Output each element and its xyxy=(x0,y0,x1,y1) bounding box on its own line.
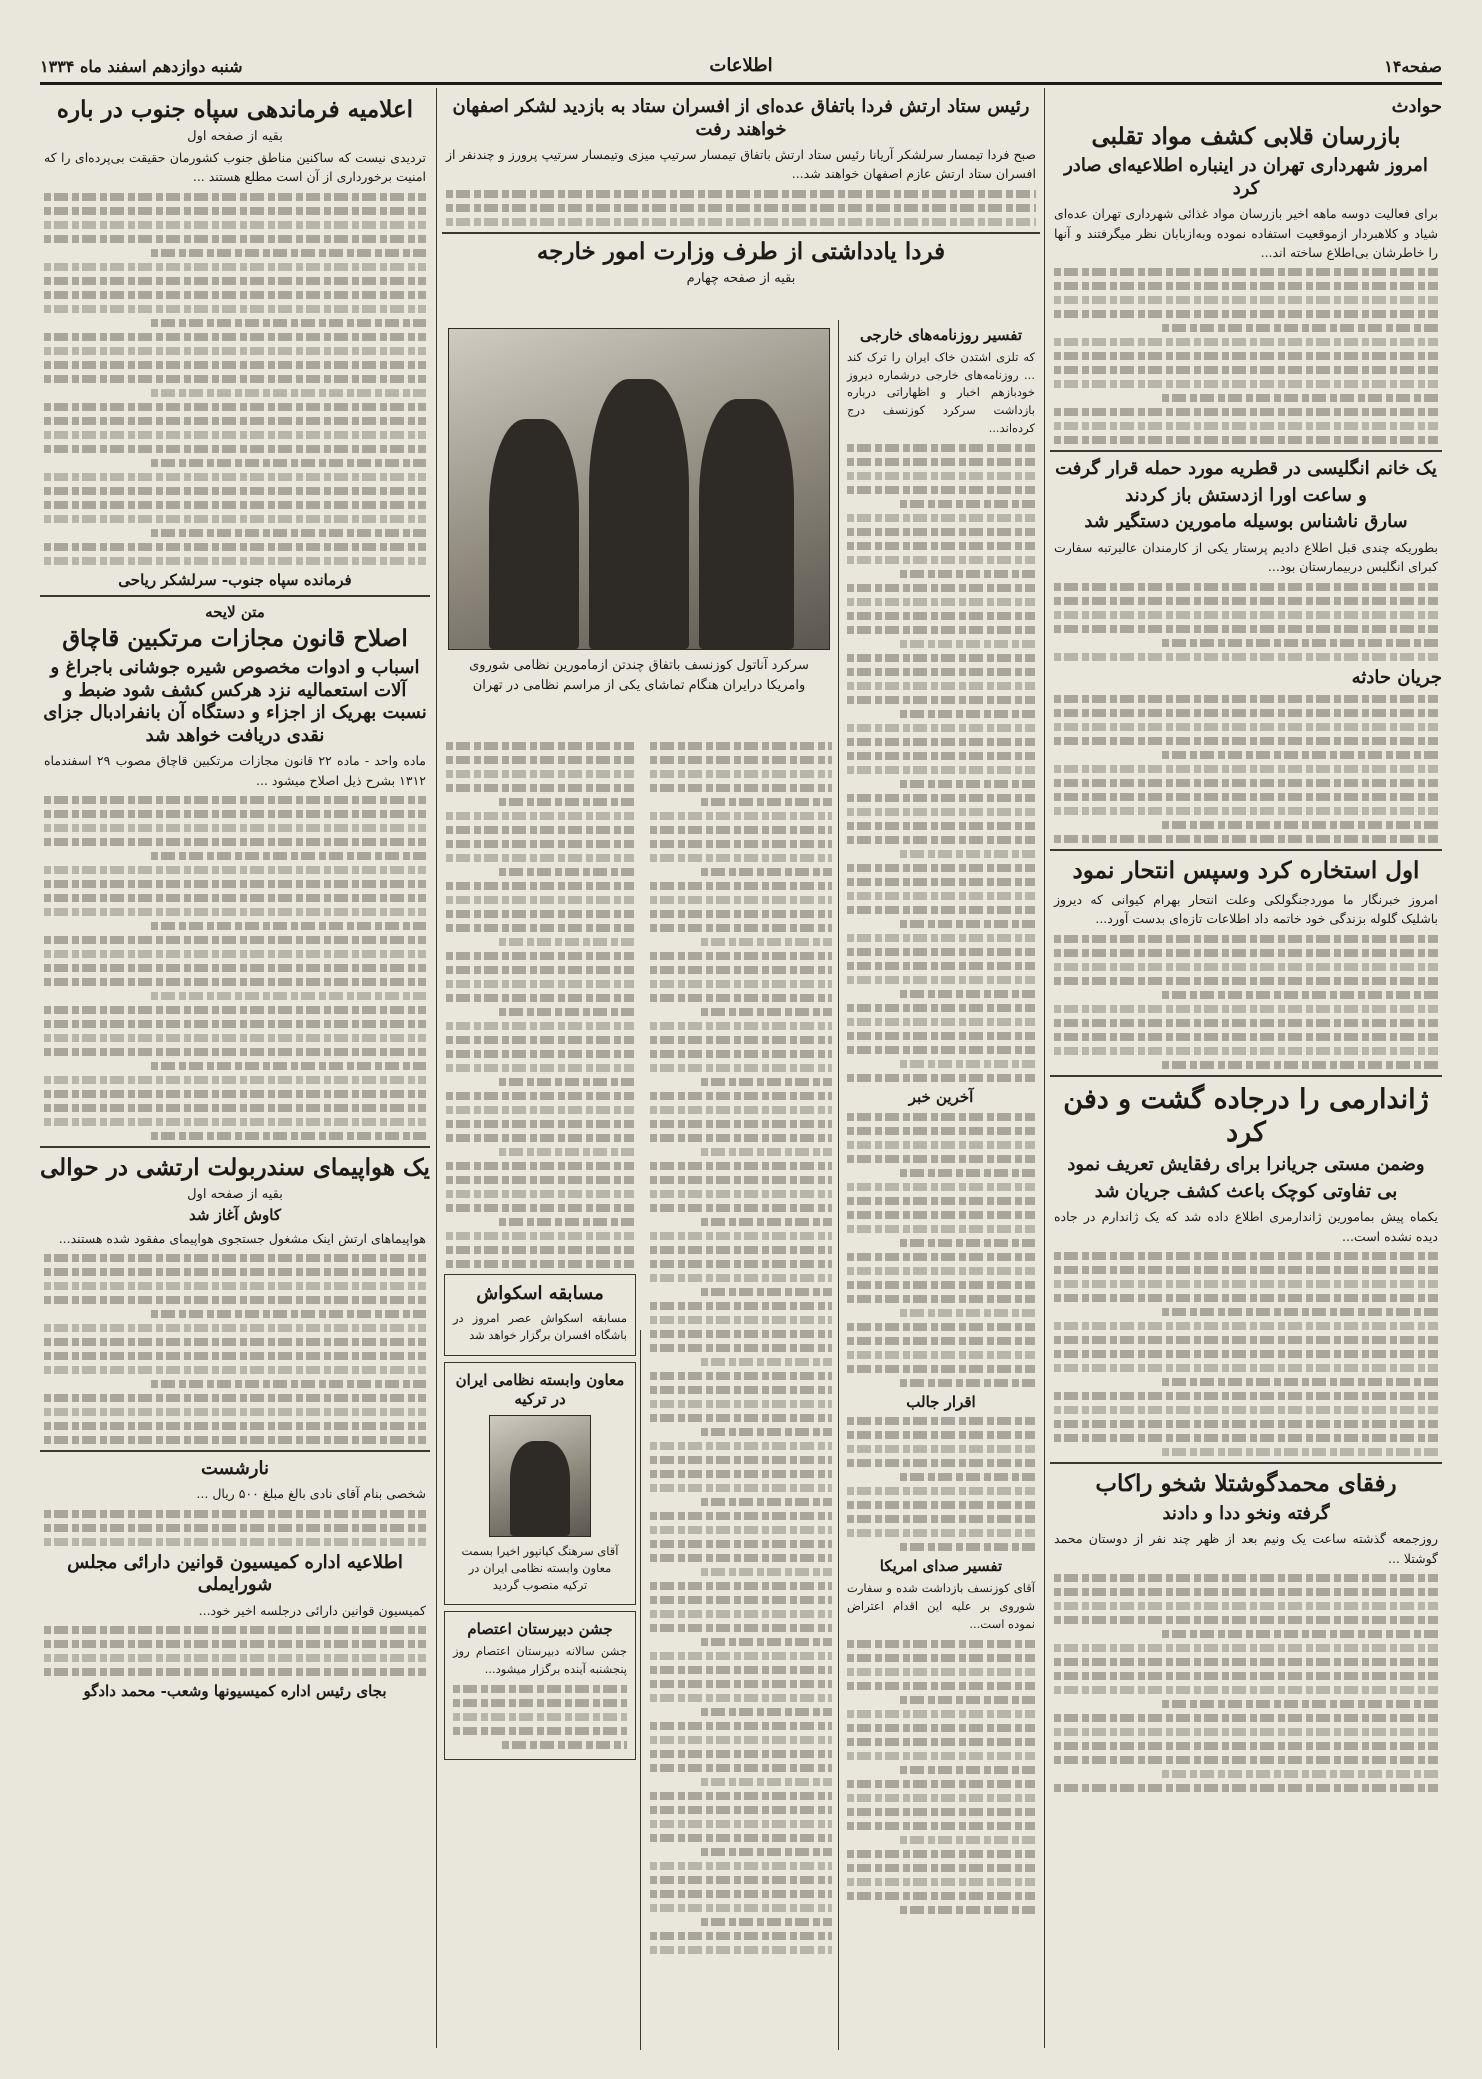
article-body xyxy=(847,1113,1035,1387)
kicker: متن لایحه xyxy=(205,602,265,621)
subheadline: تفسیر روزنامه‌های خارجی xyxy=(859,326,1023,344)
subheadline: آخرین خبر xyxy=(908,1087,974,1106)
headline: رفقای محمدگوشتلا شخو راکاب xyxy=(1095,1469,1397,1497)
portrait-photo xyxy=(489,1415,591,1537)
article-body xyxy=(44,796,426,1140)
article-body xyxy=(453,1685,627,1749)
article-body xyxy=(44,1626,426,1676)
article-body xyxy=(1054,1574,1438,1792)
box-title: مسابقه اسکواش xyxy=(476,1283,604,1304)
section-heading: جریان حادثه xyxy=(1351,666,1442,688)
photo-figure xyxy=(510,1441,570,1536)
masthead-rule xyxy=(40,82,1442,85)
story-divider xyxy=(1050,1075,1442,1077)
subheadline: امروز شهرداری تهران در اینباره اطلاعیه‌ای صادر کرد xyxy=(1064,155,1428,199)
continued-label: بقیه از صفحه اول xyxy=(187,1186,283,1202)
top-center-story xyxy=(442,92,1040,317)
article-body xyxy=(650,742,832,1954)
article-body xyxy=(446,190,1036,226)
center-right-column xyxy=(843,322,1039,2042)
footer-signature: بجای رئیس اداره کمیسیونها وشعب- محمد دادگو xyxy=(83,1682,387,1701)
left-column xyxy=(40,92,430,2042)
article-body xyxy=(847,1417,1035,1551)
column-divider xyxy=(640,1330,641,2050)
box-text: مسابقه اسکواش عصر امروز در باشگاه افسران برگزار خواهد شد xyxy=(453,1310,627,1343)
subheadline: گرفته ونخو ددا و دادند xyxy=(1162,1502,1330,1524)
center-left-column xyxy=(442,736,638,2041)
article-text: که تلزی اشتدن خاک ایران را ترک کند ... روزنامه‌های خارجی درشماره دیروز خودبازهم اخبار و اظهاراتی درباره بازداشت سرکرد کوزنسف درج کرده‌اند... xyxy=(847,349,1035,435)
photo-block xyxy=(442,322,836,732)
article-body xyxy=(44,1510,426,1546)
article-body xyxy=(446,742,634,1268)
article-text: آقای کوزنسف بازداشت شده و سفارت شوروی بر علیه این اقدام اعتراض نموده است... xyxy=(847,1581,1035,1631)
article-text: تردیدی نیست که ساکنین مناطق جنوب کشورمان حقیقت بی‌پرده‌ای را که امنیت برخورداری از آن است مطلع هستند ... xyxy=(44,149,426,185)
story-divider xyxy=(1050,1462,1442,1464)
article-text: صبح فردا تیمسار سرلشکر آریانا رئیس ستاد ارتش باتفاق تیمسار سرتیپ میزی وتیمسار سرتیپ پرورز و چندنفر از افسران ستاد ارتش عازم اصفهان خواهند شد... xyxy=(446,147,1036,182)
continued-label: بقیه از صفحه اول xyxy=(187,128,283,144)
issue-date: شنبه دوازدهم اسفند ماه ۱۳۳۴ xyxy=(40,57,243,76)
article-body xyxy=(44,1254,426,1444)
column-divider xyxy=(436,88,437,2048)
column-divider xyxy=(1044,88,1045,2048)
subheadline: تفسیر صدای امریکا xyxy=(879,1557,1003,1576)
story-divider xyxy=(40,1450,430,1452)
article-text: شخصی بنام آقای نادی بالغ مبلغ ۵۰۰ ریال ... xyxy=(196,1486,426,1502)
article-text: کمیسیون قوانین دارائی درجلسه اخیر خود... xyxy=(198,1602,426,1618)
signature: فرمانده سپاه جنوب- سرلشکر ریاحی xyxy=(118,570,352,589)
article-text: هواپیماهای ارتش اینک مشغول جستجوی هواپیمای مفقود شده هستند... xyxy=(58,1230,426,1246)
story-divider xyxy=(40,1146,430,1148)
headline: رئیس ستاد ارتش فردا باتفاق عده‌ای از افسران ستاد به بازدید لشکر اصفهان خواهند رفت xyxy=(452,96,1030,140)
subheadline: اسباب و ادوات مخصوص شیره جوشانی باجراغ و آلات استعمالیه نزد هرکس کشف شود ضبط و نسبت بهریک از اجزاء و دستگاه آن بانفرادبال جزای نقدی دریافت خواهد شد xyxy=(43,657,427,746)
story-divider xyxy=(1050,849,1442,851)
article-body xyxy=(1054,268,1438,444)
center-text-column xyxy=(646,736,836,2041)
news-photo xyxy=(448,328,830,650)
headline: نارشست xyxy=(200,1457,269,1479)
headline: اعلامیه فرماندهی سپاه جنوب در باره xyxy=(56,96,414,123)
page-number: صفحه۱۴ xyxy=(1384,57,1442,76)
main-headline: فردا یادداشتی از طرف وزارت امور خارجه xyxy=(536,237,946,265)
article-text: امروز خبرنگار ما موردجنگولکی وعلت انتحار بهرام کیوانی که دیروز باشلیک گلوله بزندگی خود خاتمه داد اطلاعات تازه‌ای بدست آورد... xyxy=(1054,891,1438,927)
headline: اطلاعیه اداره کمیسیون قوانین دارائی مجلس شورایملی xyxy=(67,1551,403,1596)
article-body xyxy=(1054,583,1438,661)
subheadline: وضمن مستی جریانرا برای رفقایش تعریف نمود xyxy=(1067,1154,1425,1176)
story-divider xyxy=(442,232,1040,234)
continued-label: بقیه از صفحه چهارم xyxy=(686,270,796,286)
story-divider xyxy=(1050,450,1442,452)
article-text: بطوریکه چندی قبل اطلاع دادیم پرستار یکی از کارمندان عالیرتبه سفارت کبرای انگلیس دربیمارستان بود... xyxy=(1054,539,1438,575)
headline: بازرسان قلابی کشف مواد تقلبی xyxy=(1091,122,1401,150)
photo-figure xyxy=(589,379,689,649)
article-body xyxy=(1054,695,1438,843)
headline: اصلاح قانون مجازات مرتکبین قاچاق xyxy=(62,624,408,652)
photo-caption: آقای سرهنگ کیانپور اخیرا بسمت معاون وابسته نظامی ایران در ترکیه منصوب گردید xyxy=(461,1543,619,1593)
article-text: ماده واحد - ماده ۲۲ قانون مجازات مرتکبین قاچاق مصوب ۲۹ اسفندماه ۱۳۱۲ بشرح ذیل اصلاح میشود ... xyxy=(44,753,426,788)
subheadline: کاوش آغاز شد xyxy=(189,1205,281,1224)
sports-box xyxy=(444,1274,636,1356)
headline: ژاندارمی را درجاده گشت و دفن کرد xyxy=(1063,1083,1429,1149)
headline: یک هواپیمای سندربولت ارتشی در حوالی xyxy=(40,1154,430,1181)
subheadline: بی تفاوتی کوچک باعث کشف جریان شد xyxy=(1094,1180,1398,1202)
headline: یک خانم انگلیسی در قطریه مورد حمله قرار گرفت xyxy=(1055,458,1437,480)
article-text: یکماه پیش بمامورین ژاندارمری اطلاع داده شد که یک ژاندارم در جاده دیده نشده است... xyxy=(1054,1209,1438,1244)
story-divider xyxy=(40,595,430,597)
section-heading: حوادث xyxy=(1391,96,1442,117)
photo-figure xyxy=(699,399,794,649)
subheadline: سارق ناشناس بوسیله مامورین دستگیر شد xyxy=(1084,511,1408,533)
attache-box xyxy=(444,1362,636,1605)
photo-caption: سرکرد آناتول کوزنسف باتفاق چندتن ازمامورین نظامی شوروی وامریکا درایران هنگام تماشای یکی از مراسم نظامی در تهران xyxy=(469,658,809,693)
box-text: جشن سالانه دبیرستان اعتصام روز پنجشنبه آینده برگزار میشود... xyxy=(453,1644,627,1676)
article-text: روزجمعه گذشته ساعت یک ونیم بعد از ظهر چند نفر از دوستان محمد گوشتلا ... xyxy=(1054,1531,1438,1566)
headline: اول استخاره کرد وسپس انتحار نمود xyxy=(1072,857,1420,885)
box-title: جشن دبیرستان اعتصام xyxy=(467,1620,613,1639)
subheadline: و ساعت اورا ازدستش باز کردند xyxy=(1125,484,1367,506)
subheadline: اقرار جالب xyxy=(906,1392,976,1411)
article-body xyxy=(44,193,426,565)
article-body xyxy=(847,444,1035,1082)
photo-figure xyxy=(489,419,579,649)
masthead xyxy=(40,55,1442,81)
right-column xyxy=(1050,92,1442,2042)
box-title: معاون وابسته نظامی ایران در ترکیه xyxy=(455,1371,625,1408)
school-box xyxy=(444,1611,636,1759)
article-body xyxy=(1054,935,1438,1069)
article-body xyxy=(847,1640,1035,1914)
column-divider xyxy=(838,320,839,2050)
article-body xyxy=(1054,1252,1438,1456)
newspaper-name: اطلاعات xyxy=(709,55,773,76)
article-text: برای فعالیت دوسه ماهه اخیر بازرسان مواد غذائی شهرداری تهران عده‌ای شیاد و کلاهبردار ازموقعیت استفاده نموده وبه‌ازبابان نظر میگرفتند و آنها را خاطرشان بی‌اطلاع ساخته اند... xyxy=(1054,206,1438,260)
